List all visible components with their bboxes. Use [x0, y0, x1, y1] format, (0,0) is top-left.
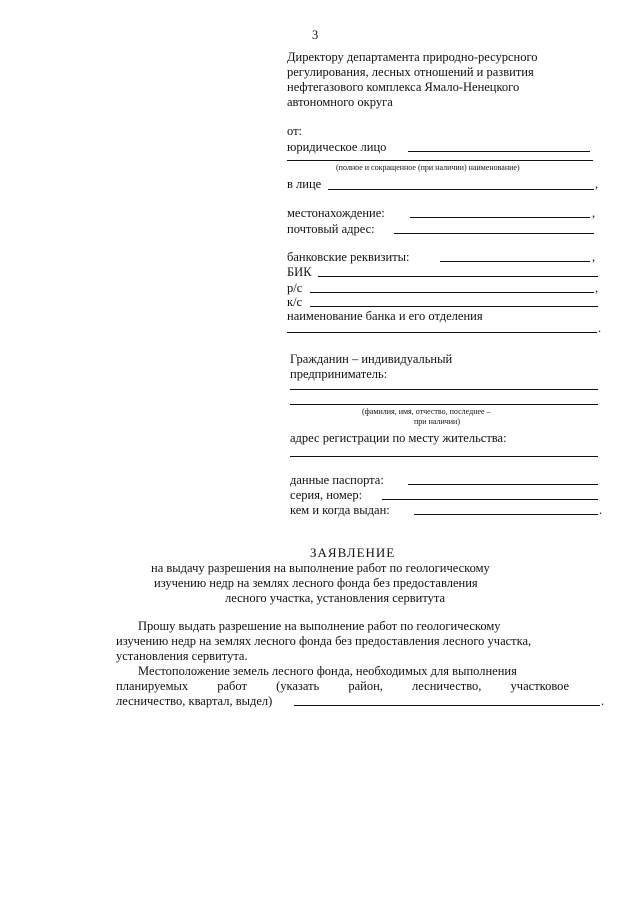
bank-details-label: банковские реквизиты:: [287, 250, 410, 264]
rs-field[interactable]: [310, 292, 594, 293]
bik-field[interactable]: [318, 276, 598, 277]
bik-label: БИК: [287, 265, 312, 279]
comma-3: ,: [592, 250, 596, 264]
paragraph-1-line-2: изучению недр на землях лесного фонда без предоставления лесного участка,: [116, 634, 532, 648]
series-number-label: серия, номер:: [290, 488, 363, 502]
paragraph-2-line-1: Местоположение земель лесного фонда, необходимых для выполнения: [138, 664, 517, 678]
addressee-line-1: Директору департамента природно-ресурсного: [287, 50, 538, 64]
comma-1: ,: [595, 177, 599, 191]
legal-entity-field[interactable]: [408, 151, 590, 152]
paragraph-1-line-3: установления сервитута.: [116, 649, 248, 663]
rs-label: р/с: [287, 281, 303, 295]
citizen-label-2: предприниматель:: [290, 367, 388, 381]
bank-name-field[interactable]: [287, 332, 597, 333]
postal-address-label: почтовый адрес:: [287, 222, 375, 236]
passport-field[interactable]: [408, 484, 598, 485]
citizen-label-1: Гражданин – индивидуальный: [290, 352, 453, 366]
location-details-field[interactable]: [294, 705, 600, 706]
addressee-line-3: нефтегазового комплекса Ямало-Ненецкого: [287, 80, 520, 94]
series-number-field[interactable]: [382, 499, 598, 500]
location-label: местонахождение:: [287, 206, 385, 220]
addressee-line-2: регулирования, лесных отношений и развития: [287, 65, 534, 79]
paragraph-1-line-1: Прошу выдать разрешение на выполнение работ по геологическому: [138, 619, 501, 633]
statement-subtitle-3: лесного участка, установления сервитута: [225, 591, 446, 605]
from-label: от:: [287, 124, 303, 138]
period-1: .: [598, 321, 602, 335]
ks-field[interactable]: [310, 306, 598, 307]
registration-address-label: адрес регистрации по месту жительства:: [290, 431, 507, 445]
comma-2: ,: [592, 206, 596, 220]
legal-entity-hint: (полное и сокращенное (при наличии) наименование): [336, 163, 520, 172]
comma-4: ,: [595, 281, 599, 295]
period-2: .: [599, 503, 603, 517]
citizen-name-field-2[interactable]: [290, 404, 598, 405]
bank-name-label: наименование банка и его отделения: [287, 309, 483, 323]
period-3: .: [601, 694, 605, 708]
bank-details-field[interactable]: [440, 261, 590, 262]
issued-by-label: кем и когда выдан:: [290, 503, 390, 517]
registration-address-field[interactable]: [290, 456, 598, 457]
legal-entity-label: юридическое лицо: [287, 140, 387, 154]
ks-label: к/с: [287, 295, 303, 309]
legal-entity-field-2[interactable]: [287, 160, 593, 161]
statement-subtitle-2: изучению недр на землях лесного фонда без предоставления: [154, 576, 478, 590]
location-field[interactable]: [410, 217, 590, 218]
statement-title: ЗАЯВЛЕНИЕ: [310, 545, 396, 560]
citizen-name-hint-1: (фамилия, имя, отчество, последнее –: [362, 407, 491, 416]
citizen-name-hint-2: при наличии): [414, 417, 460, 426]
passport-label: данные паспорта:: [290, 473, 384, 487]
paragraph-2-line-2: планируемых работ (указать район, лесничество, участковое: [116, 679, 570, 693]
represented-by-field[interactable]: [328, 189, 594, 190]
paragraph-2-line-3: лесничество, квартал, выдел): [116, 694, 273, 708]
represented-by-label: в лице: [287, 177, 322, 191]
postal-address-field[interactable]: [394, 233, 594, 234]
addressee-line-4: автономного округа: [287, 95, 393, 109]
statement-subtitle-1: на выдачу разрешения на выполнение работ по геологическому: [151, 561, 490, 575]
citizen-name-field-1[interactable]: [290, 389, 598, 390]
issued-by-field[interactable]: [414, 514, 598, 515]
page-number: 3: [312, 28, 319, 42]
